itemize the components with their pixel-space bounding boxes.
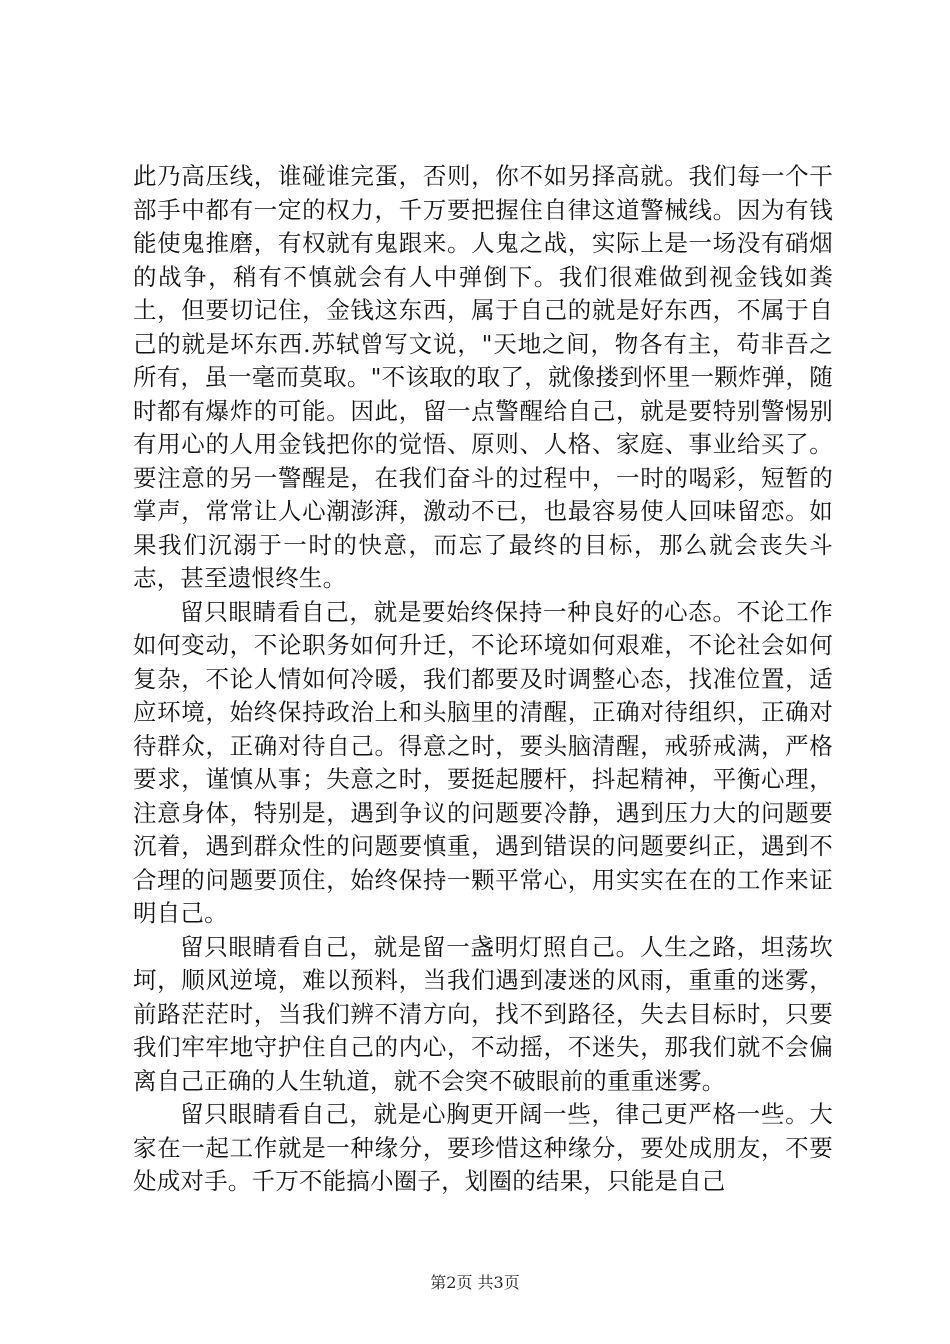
paragraph-3: 留只眼睛看自己，就是留一盏明灯照自己。人生之路，坦荡坎坷，顺风逆境，难以预料，当我们遇到凄迷的风雨，重重的迷雾，前路茫茫时，当我们辨不清方向，找不到路径，失去目标时，只要我们牢牢地守护住自己的内心，不动摇，不迷失，那我们就不会偏离自己正确的人生轨道，就不会突不破眼前的重重迷雾。 (133, 932, 833, 1095)
paragraph-4: 留只眼睛看自己，就是心胸更开阔一些，律己更严格一些。大家在一起工作就是一种缘分，要珍惜这种缘分，要处成朋友，不要处成对手。千万不能搞小圈子，划圈的结果，只能是自己 (133, 1100, 833, 1195)
page-number-footer: 第2页 共3页 (430, 1273, 520, 1292)
document-body (133, 160, 833, 1199)
paragraph-1: 此乃高压线，谁碰谁完蛋，否则，你不如另择高就。我们每一个干部手中都有一定的权力，千万要把握住自律这道警械线。因为有钱能使鬼推磨，有权就有鬼跟来。人鬼之战，实际上是一场没有硝烟的战争，稍有不慎就会有人中弹倒下。我们很难做到视金钱如粪土，但要切记住，金钱这东西，属于自己的就是好东西，不属于自己的就是坏东西.苏轼曾写文说，"天地之间，物各有主，苟非吾之所有，虽一毫而莫取。"不该取的取了，就像搂到怀里一颗炸弹，随时都有爆炸的可能。因此，留一点警醒给自己，就是要特别警惕别有用心的人用金钱把你的觉悟、原则、人格、家庭、事业给买了。要注意的另一警醒是，在我们奋斗的过程中，一时的喝彩，短暂的掌声，常常让人心潮澎湃，激动不已，也最容易使人回味留恋。如果我们沉溺于一时的快意，而忘了最终的目标，那么就会丧失斗志，甚至遗恨终生。 (133, 162, 833, 592)
paragraph-2: 留只眼睛看自己，就是要始终保持一种良好的心态。不论工作如何变动，不论职务如何升迁，不论环境如何艰难，不论社会如何复杂，不论人情如何冷暖，我们都要及时调整心态，找准位置，适应环境，始终保持政治上和头脑里的清醒，正确对待组织，正确对待群众，正确对待自己。得意之时，要头脑清醒，戒骄戒满，严格要求，谨慎从事；失意之时，要挺起腰杆，抖起精神，平衡心理，注意身体，特别是，遇到争议的问题要冷静，遇到压力大的问题要沉着，遇到群众性的问题要慎重，遇到错误的问题要纠正，遇到不合理的问题要顶住，始终保持一颗平常心，用实实在在的工作来证明自己。 (133, 597, 833, 927)
